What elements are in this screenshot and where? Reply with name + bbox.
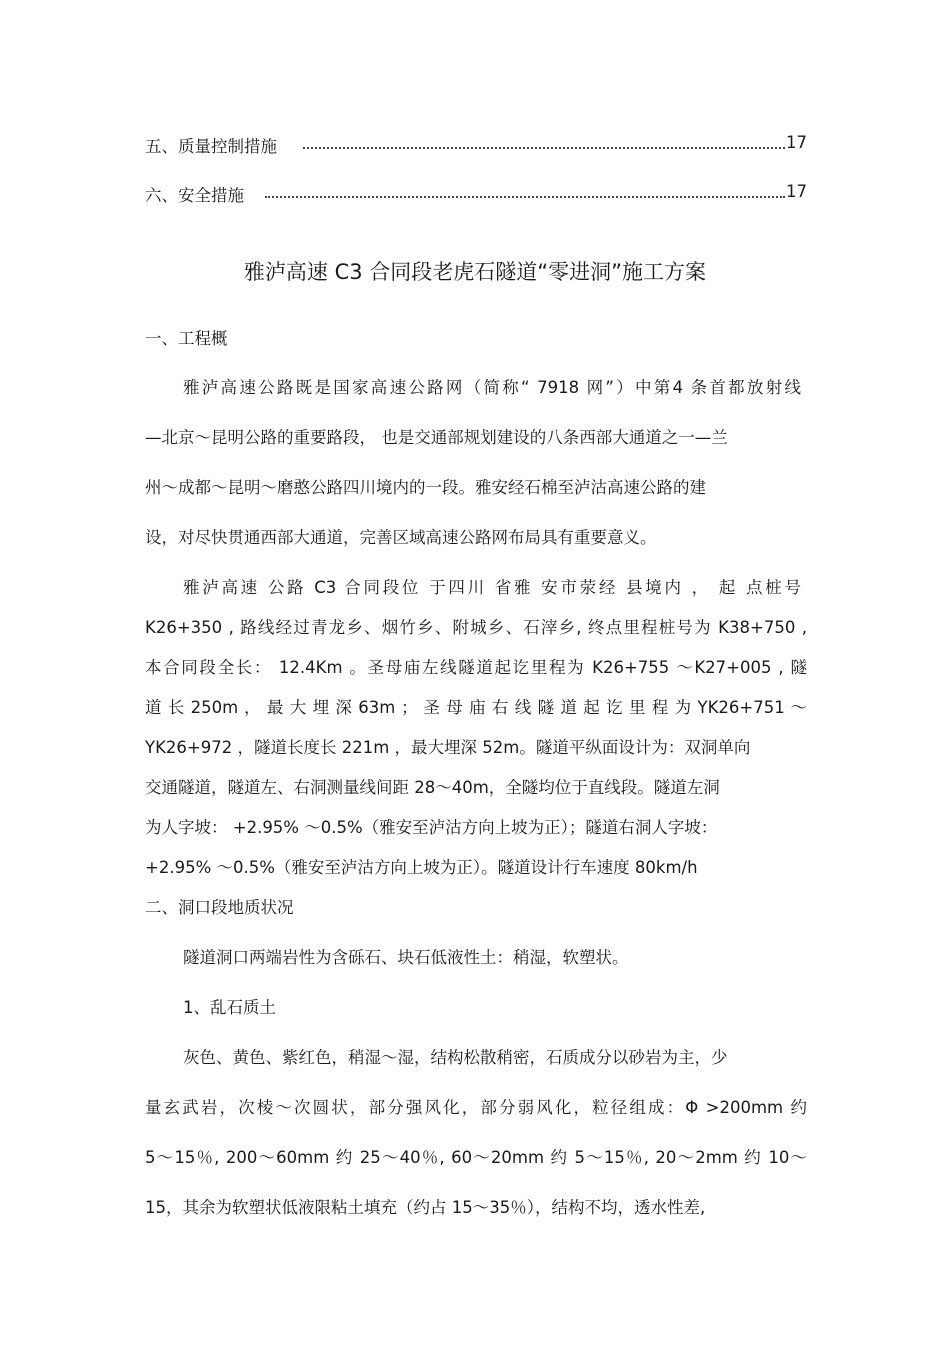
toc-label: 六、安全措施: [145, 186, 244, 205]
paragraph-line: 隧道洞口两端岩性为含砾石、块石低液性土：稍湿，软塑状。: [183, 948, 629, 967]
paragraph-line: YK26+972 ，隧道长度长 221m ，最大埋深 52m。隧道平纵面设计为：双洞单向: [145, 738, 751, 757]
subsection-heading: 1、乱石质土: [183, 998, 276, 1017]
paragraph-line: 雅泸高速 公路 C3 合同段位 于四川 省雅 安市荥经 县境内 ， 起 点桩号: [183, 578, 801, 597]
paragraph-line: —北京～昆明公路的重要路段， 也是交通部规划建设的八条西部大通道之一—兰: [145, 428, 728, 447]
paragraph-line: 交通隧道，隧道左、右洞测量线间距 28～40m，全隧均位于直线段。隧道左洞: [145, 778, 720, 797]
paragraph-line: 为人字坡： +2.95% ～0.5%（雅安至泸沽方向上坡为正）；隧道右洞人字坡：: [145, 818, 718, 837]
paragraph-line: 本合同段全长： 12.4Km 。圣母庙左线隧道起讫里程为 K26+755 ～K27+005 , 隧: [145, 658, 807, 677]
section-heading: 二、洞口段地质状况: [145, 898, 294, 917]
toc-leader-dots: [265, 196, 785, 198]
toc-page-number: 17: [786, 182, 807, 201]
toc-leader-dots: [303, 147, 785, 149]
paragraph-line: 道 长 250m ， 最 大 埋 深 63m ； 圣 母 庙 右 线 隧 道 起 讫 里 程 为 YK26+751 ～: [145, 698, 807, 717]
toc-label: 五、质量控制措施: [145, 137, 277, 156]
toc-page-number: 17: [786, 133, 807, 152]
paragraph-line: 灰色、黄色、紫红色，稍湿～湿，结构松散稍密，石质成分以砂岩为主，少: [183, 1048, 728, 1067]
toc-entry-quality[interactable]: [145, 133, 807, 155]
paragraph-line: 15，其余为软塑状低液限粘土填充（约占 15～35％），结构不均，透水性差,: [145, 1198, 706, 1217]
toc-entry-safety[interactable]: [145, 182, 807, 204]
paragraph-line: 5～15％, 200～60mm 约 25～40％, 60～20mm 约 5～15％, 20～2mm 约 10～: [145, 1148, 807, 1167]
paragraph-line: K26+350 , 路线经过青龙乡、烟竹乡、附城乡、石滓乡, 终点里程桩号为 K38+750 ,: [145, 618, 807, 637]
paragraph-line: 州～成都～昆明～磨憨公路四川境内的一段。雅安经石棉至泸沽高速公路的建: [145, 478, 706, 497]
document-title: 雅泸高速 C3 合同段老虎石隧道“零进洞”施工方案: [243, 260, 707, 284]
section-heading: 一、工程概: [145, 329, 228, 348]
paragraph-line: 量玄武岩，次棱～次圆状，部分强风化，部分弱风化，粒径组成：Φ >200mm 约: [145, 1098, 807, 1117]
paragraph-line: 雅泸高速公路既是国家高速公路网（简称“ 7918 网”）中第4 条首都放射线: [183, 378, 801, 397]
paragraph-line: 设，对尽快贯通西部大通道，完善区域高速公路网布局具有重要意义。: [145, 528, 657, 547]
paragraph-line: +2.95% ～0.5%（雅安至泸沽方向上坡为正）。隧道设计行车速度 80km/h: [145, 858, 698, 877]
